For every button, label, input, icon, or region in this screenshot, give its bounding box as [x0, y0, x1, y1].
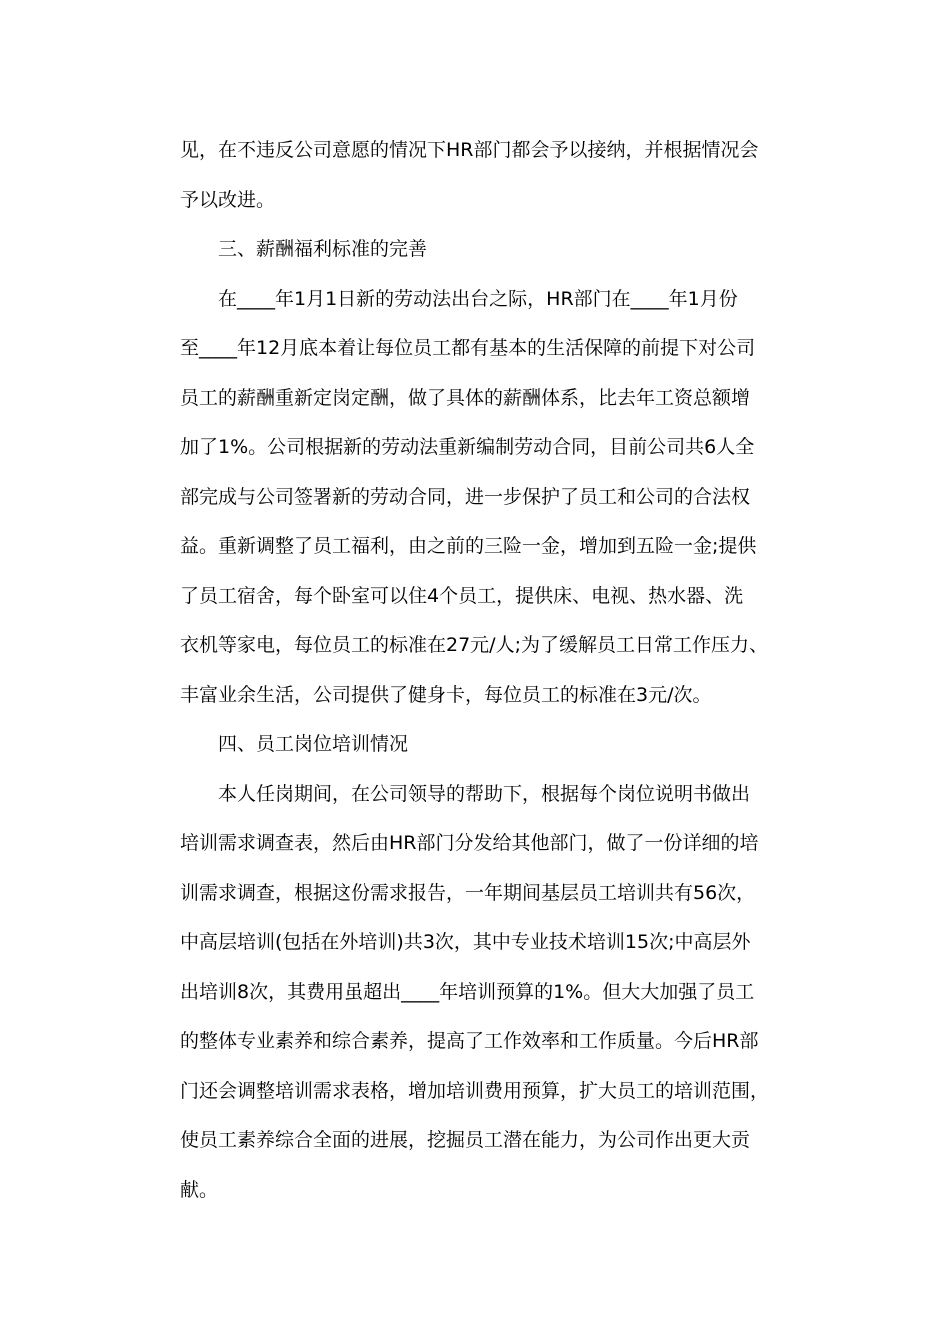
paragraph-line: 至____年12月底本着让每位员工都有基本的生活保障的前提下对公司 — [180, 337, 756, 359]
paragraph-line: 予以改进。 — [180, 188, 276, 211]
paragraph-line: 门还会调整培训需求表格，增加培训费用预算，扩大员工的培训范围， — [180, 1079, 770, 1102]
paragraph-line: 衣机等家电，每位员工的标准在27元/人;为了缓解员工日常工作压力、 — [180, 634, 768, 656]
paragraph-line: 加了1%。公司根据新的劳动法重新编制劳动合同，目前公司共6人全 — [180, 436, 755, 458]
paragraph-line: 献。 — [180, 1178, 219, 1201]
paragraph-line: 培训需求调查表，然后由HR部门分发给其他部门，做了一份详细的培 — [180, 832, 759, 854]
paragraph-line: 的整体专业素养和综合素养，提高了工作效率和工作质量。今后HR部 — [180, 1030, 759, 1052]
paragraph-line: 本人任岗期间，在公司领导的帮助下，根据每个岗位说明书做出 — [218, 782, 751, 805]
section-heading: 四、员工岗位培训情况 — [218, 733, 409, 755]
paragraph-line: 在____年1月1日新的劳动法出台之际，HR部门在____年1月份 — [218, 287, 738, 310]
document-body — [180, 126, 772, 1215]
paragraph-line: 训需求调查，根据这份需求报告，一年期间基层员工培训共有56次， — [180, 881, 756, 904]
paragraph-line: 出培训8次，其费用虽超出____年培训预算的1%。但大大加强了员工 — [180, 980, 755, 1003]
paragraph-line: 丰富业余生活，公司提供了健身卡，每位员工的标准在3元/次。 — [180, 683, 712, 706]
paragraph-line: 部完成与公司签署新的劳动合同，进一步保护了员工和公司的合法权 — [180, 485, 751, 508]
paragraph-line: 见，在不违反公司意愿的情况下HR部门都会予以接纳，并根据情况会 — [180, 139, 759, 161]
paragraph-line: 使员工素养综合全面的进展，挖掘员工潜在能力，为公司作出更大贡 — [180, 1129, 751, 1151]
paragraph-line: 了员工宿舍，每个卧室可以住4个员工，提供床、电视、热水器、洗 — [180, 584, 744, 607]
paragraph-line: 益。重新调整了员工福利，由之前的三险一金，增加到五险一金;提供 — [180, 535, 757, 557]
section-heading: 三、薪酬福利标准的完善 — [218, 238, 428, 260]
paragraph-line: 中高层培训(包括在外培训)共3次，其中专业技术培训15次;中高层外 — [180, 931, 751, 953]
paragraph-line: 员工的薪酬重新定岗定酬，做了具体的薪酬体系，比去年工资总额增 — [180, 386, 751, 409]
